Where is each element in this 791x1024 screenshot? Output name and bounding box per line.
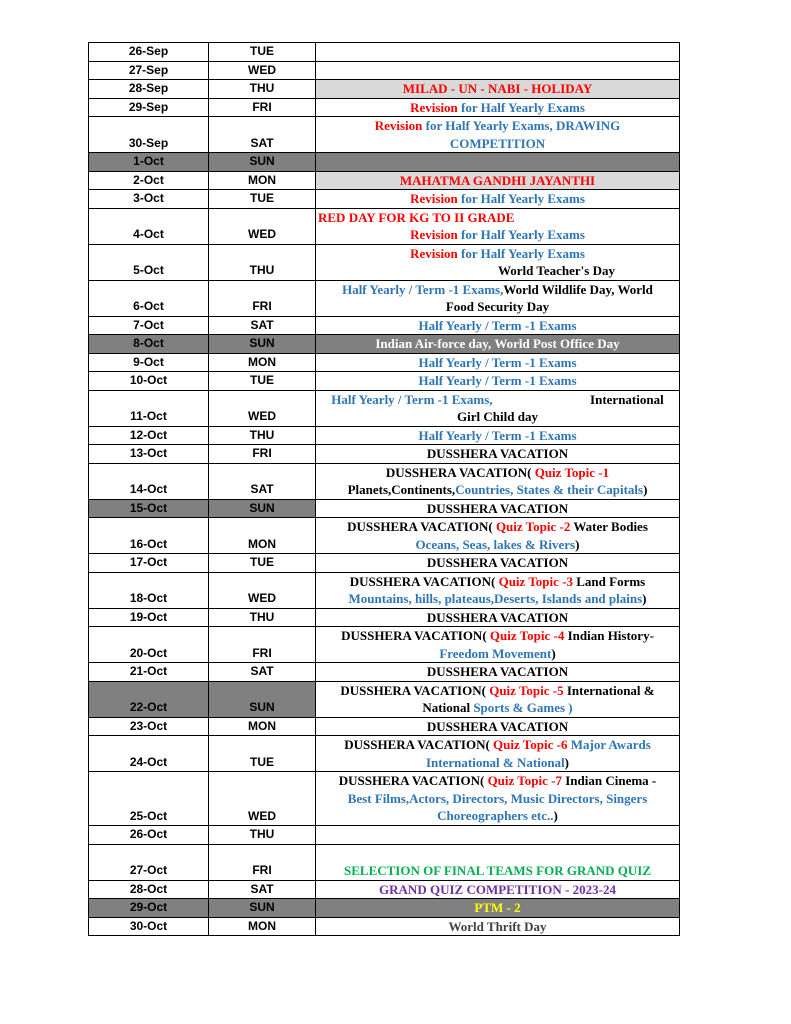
event-text: for Half Yearly Exams [461,227,585,242]
calendar-row [89,445,680,464]
calendar-row [89,426,680,445]
calendar-row [89,43,680,62]
calendar-row [89,171,680,190]
event-cell [316,499,680,518]
date-cell: 29-Sep [89,98,209,117]
event-text: GRAND QUIZ COMPETITION - 2023-24 [379,881,616,897]
event-text: Revision [374,118,426,133]
weekday-cell: FRI [209,280,316,316]
event-line [318,500,677,518]
event-text: PTM - 2 [474,900,521,915]
event-text: Girl Child day [457,409,538,424]
event-text: Indian Air-force day, World Post Office Day [375,336,620,351]
event-line [318,298,677,316]
event-cell [316,43,680,62]
event-cell [316,316,680,335]
event-cell [316,518,680,554]
calendar-row [89,98,680,117]
event-line [318,99,677,117]
date-cell: 7-Oct [89,316,209,335]
date-cell: 17-Oct [89,554,209,573]
event-text: Revision [410,245,462,261]
date-cell: 19-Oct [89,608,209,627]
calendar-row [89,208,680,244]
event-cell [316,826,680,845]
event-text: for Half Yearly Exams [461,245,585,261]
calendar-row [89,153,680,172]
calendar-row [89,280,680,316]
event-text: Quiz Topic -3 [498,573,577,589]
event-cell [316,844,680,880]
weekday-cell: SUN [209,335,316,354]
event-cell [316,899,680,918]
event-line [318,372,677,390]
event-text: Land Forms [576,573,646,589]
event-cell [316,426,680,445]
event-text: Half Yearly / Term -1 Exams [418,354,577,370]
event-cell [316,98,680,117]
event-text: MILAD - UN - NABI - HOLIDAY [402,81,593,96]
event-text: Half Yearly / Term -1 Exams [418,317,577,333]
event-text: MAHATMA GANDHI JAYANTHI [399,172,596,188]
weekday-cell: WED [209,61,316,80]
event-line [318,663,677,681]
event-text: Quiz Topic -1 [534,464,610,480]
event-text: International [492,391,664,407]
weekday-cell: SAT [209,316,316,335]
date-cell: 30-Oct [89,917,209,936]
weekday-cell: TUE [209,554,316,573]
event-line [318,718,677,736]
date-cell: 10-Oct [89,372,209,391]
event-text: Half Yearly / Term -1 Exams [418,373,577,388]
weekday-cell: WED [209,208,316,244]
event-line [318,554,677,572]
date-cell: 8-Oct [89,335,209,354]
event-text: ) [564,754,569,770]
calendar-row [89,917,680,936]
event-text: Planets,Continents, [347,482,456,497]
calendar-row [89,608,680,627]
event-cell [316,608,680,627]
date-cell: 23-Oct [89,717,209,736]
event-text: for Half Yearly Exams [461,191,585,206]
date-cell: 18-Oct [89,572,209,608]
event-line [318,754,677,772]
date-cell: 21-Oct [89,663,209,682]
weekday-cell: SUN [209,153,316,172]
event-line [318,190,677,208]
calendar-row [89,736,680,772]
event-cell [316,663,680,682]
date-cell: 9-Oct [89,353,209,372]
event-text: Quiz Topic -5 [489,682,567,698]
calendar-row [89,190,680,209]
weekday-cell: MON [209,518,316,554]
calendar-row [89,117,680,153]
weekday-cell: FRI [209,844,316,880]
event-text: Half Yearly / Term -1 Exams, [342,281,504,297]
event-text: SELECTION OF FINAL TEAMS FOR GRAND QUIZ [344,863,651,878]
event-line [318,317,677,335]
date-cell: 27-Oct [89,844,209,880]
event-line [318,391,677,409]
weekday-cell: SAT [209,663,316,682]
event-text: Major Awards [570,737,651,752]
event-line [318,609,677,627]
date-cell: 3-Oct [89,190,209,209]
date-cell: 20-Oct [89,627,209,663]
event-line [318,590,677,608]
event-text: DUSSHERA VACATION( [344,737,494,752]
calendar-row [89,663,680,682]
calendar-row [89,61,680,80]
event-cell [316,681,680,717]
event-cell [316,772,680,826]
event-text: ) [553,808,558,824]
event-text: Quiz Topic -6 [493,737,571,752]
weekday-cell: THU [209,244,316,280]
date-cell: 16-Oct [89,518,209,554]
event-text: Food Security Day [445,299,550,314]
calendar-row [89,681,680,717]
event-cell [316,244,680,280]
event-text: RED DAY FOR KG TO II GRADE [318,209,515,225]
event-line [318,807,677,825]
calendar-row [89,826,680,845]
event-text: World Wildlife Day, World [503,281,653,297]
event-cell [316,917,680,936]
weekday-cell: SAT [209,117,316,153]
event-line [318,209,677,227]
event-text: DUSSHERA VACATION [426,609,569,625]
event-text: DUSSHERA VACATION [426,718,569,734]
date-cell: 26-Oct [89,826,209,845]
event-line [318,536,677,554]
calendar-row [89,627,680,663]
weekday-cell: MON [209,353,316,372]
event-line [318,445,677,463]
event-line [318,354,677,372]
calendar-row [89,463,680,499]
date-cell: 14-Oct [89,463,209,499]
event-text: Water Bodies [573,519,648,534]
event-line [318,518,677,536]
weekday-cell: TUE [209,372,316,391]
event-text: ) [643,482,648,497]
calendar-row [89,390,680,426]
event-text: Oceans, Seas, lakes & Rivers [415,536,576,552]
event-text: International & [566,682,655,698]
weekday-cell: THU [209,426,316,445]
event-text: Half Yearly / Term -1 Exams, [331,391,493,407]
event-cell [316,554,680,573]
event-line [318,862,677,880]
event-line [318,335,677,353]
event-text: Quiz Topic -7 [487,773,566,789]
weekday-cell: WED [209,572,316,608]
event-text: Best Films,Actors, Directors, Music Directors, Singers [347,790,648,806]
event-line [318,881,677,899]
date-cell: 4-Oct [89,208,209,244]
event-text: Quiz Topic -2 [495,519,574,534]
event-line [318,408,677,426]
calendar-row [89,772,680,826]
event-text: for Half Yearly Exams [461,99,585,115]
event-text: DUSSHERA VACATION [426,664,569,679]
event-text: Indian History- [567,628,654,643]
weekday-cell: SAT [209,880,316,899]
event-text: Freedom Movement [439,645,552,661]
event-line [318,918,677,936]
event-line [318,464,677,482]
weekday-cell: WED [209,772,316,826]
event-line [318,645,677,663]
weekday-cell: TUE [209,190,316,209]
date-cell: 25-Oct [89,772,209,826]
event-text: COMPETITION [449,135,546,151]
event-text: DUSSHERA VACATION( [349,573,499,589]
event-cell [316,736,680,772]
event-text: DUSSHERA VACATION( [347,519,496,534]
calendar-row [89,499,680,518]
event-text: Half Yearly / Term -1 Exams [418,427,577,443]
weekday-cell: MON [209,917,316,936]
event-text: Indian Cinema - [565,773,657,789]
weekday-cell: FRI [209,98,316,117]
event-text: Mountains, hills, plateaus,Deserts, Islands and plains [348,591,643,606]
event-text: Quiz Topic -4 [489,628,568,643]
date-cell: 29-Oct [89,899,209,918]
event-text: DUSSHERA VACATION( [341,628,490,643]
weekday-cell: MON [209,717,316,736]
calendar-row [89,244,680,280]
weekday-cell: THU [209,80,316,99]
event-cell [316,117,680,153]
weekday-cell: MON [209,171,316,190]
event-cell [316,190,680,209]
date-cell: 12-Oct [89,426,209,445]
event-line [318,172,677,190]
event-line [318,262,677,280]
event-cell [316,627,680,663]
event-line [318,80,677,98]
event-cell [316,572,680,608]
event-cell [316,335,680,354]
weekday-cell: SUN [209,499,316,518]
weekday-cell: SAT [209,463,316,499]
event-line [318,135,677,153]
event-line [318,790,677,808]
event-line [318,481,677,499]
event-text: DUSSHERA VACATION( [385,464,535,480]
calendar-table [88,42,680,936]
date-cell: 2-Oct [89,171,209,190]
event-line [318,682,677,700]
event-cell [316,153,680,172]
event-line [318,899,677,917]
event-text: DUSSHERA VACATION [426,446,569,461]
event-line [318,427,677,445]
date-cell: 26-Sep [89,43,209,62]
calendar-row [89,899,680,918]
event-cell [316,880,680,899]
event-line [318,772,677,790]
calendar-row [89,844,680,880]
event-line [318,736,677,754]
event-cell [316,171,680,190]
event-cell [316,61,680,80]
event-cell [316,208,680,244]
event-cell [316,390,680,426]
date-cell: 1-Oct [89,153,209,172]
calendar-row [89,80,680,99]
calendar-row [89,880,680,899]
weekday-cell: FRI [209,445,316,464]
event-text: ) [551,645,556,661]
event-line [318,117,677,135]
weekday-cell: SUN [209,681,316,717]
weekday-cell: TUE [209,43,316,62]
weekday-cell: SUN [209,899,316,918]
event-cell [316,445,680,464]
weekday-cell: WED [209,390,316,426]
event-line [318,226,677,244]
date-cell: 28-Sep [89,80,209,99]
event-line [318,281,677,299]
event-text: DUSSHERA VACATION [426,500,569,516]
event-cell [316,372,680,391]
date-cell: 15-Oct [89,499,209,518]
calendar-row [89,372,680,391]
date-cell: 13-Oct [89,445,209,464]
event-text: Revision [410,191,462,206]
event-cell [316,353,680,372]
event-text: Revision [410,99,462,115]
calendar-row [89,335,680,354]
event-line [318,627,677,645]
calendar-rows [89,43,680,936]
event-text: Sports & Games ) [473,700,573,715]
date-cell: 11-Oct [89,390,209,426]
calendar-row [89,554,680,573]
event-cell [316,717,680,736]
calendar-row [89,353,680,372]
event-text: Choreographers etc.. [437,808,554,824]
event-line [318,699,677,717]
event-text: ) [642,591,647,606]
event-text: for Half Yearly Exams, DRAWING [425,118,621,133]
weekday-cell: FRI [209,627,316,663]
date-cell: 24-Oct [89,736,209,772]
date-cell: 5-Oct [89,244,209,280]
calendar-row [89,518,680,554]
event-line [318,573,677,591]
date-cell: 22-Oct [89,681,209,717]
event-text: DUSSHERA VACATION( [340,682,490,698]
date-cell: 28-Oct [89,880,209,899]
event-cell [316,463,680,499]
date-cell: 27-Sep [89,61,209,80]
event-text: International & National [425,754,565,770]
event-line [318,245,677,263]
event-text: ) [575,536,580,552]
event-cell [316,80,680,99]
calendar-row [89,717,680,736]
date-cell: 30-Sep [89,117,209,153]
event-text: Revision [410,227,462,242]
event-text: DUSSHERA VACATION [426,555,569,570]
weekday-cell: THU [209,608,316,627]
event-cell [316,280,680,316]
event-text: National [422,700,474,715]
calendar-row [89,572,680,608]
event-text: World Thrift Day [448,918,547,934]
weekday-cell: TUE [209,736,316,772]
event-text: DUSSHERA VACATION( [338,773,488,789]
calendar-row [89,316,680,335]
event-text: Countries, States & their Capitals [455,482,644,497]
event-text: World Teacher's Day [497,263,615,278]
date-cell: 6-Oct [89,280,209,316]
weekday-cell: THU [209,826,316,845]
